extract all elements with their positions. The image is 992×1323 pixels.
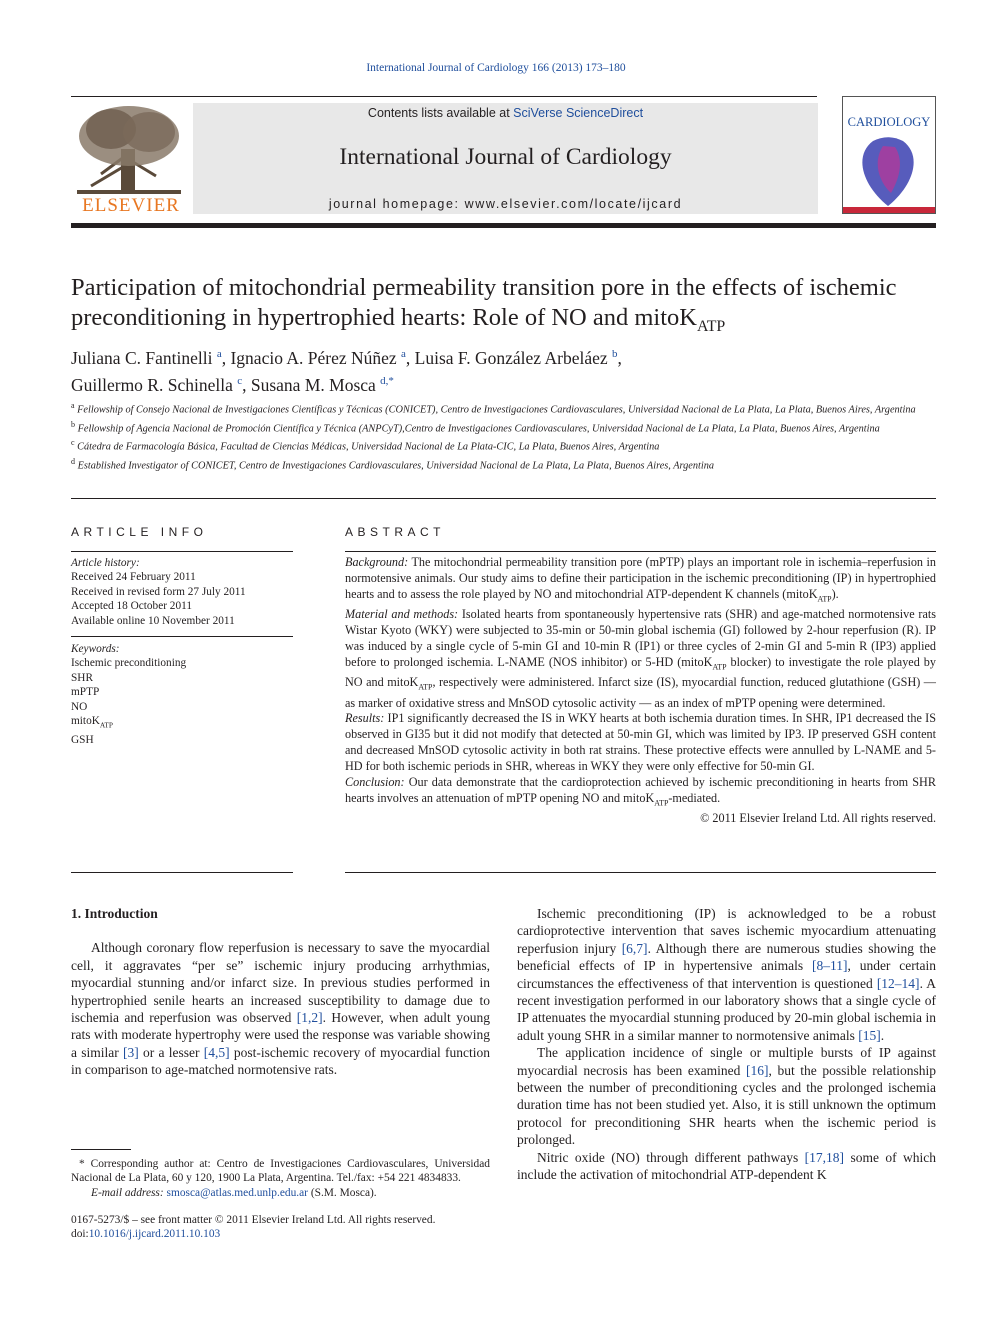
affiliation: $^b$ Fellowship of Agencia Nacional de Promoción Científica y Técnica (ANPCyT),Centro de Investigaciones Cardiovasculares, Universidad Nacional de La Plata, La Plata, Buenos Aires, Argentina [71,419,880,435]
cover-heart-image [843,131,935,213]
header-top-rule [71,96,817,97]
paragraph: The application incidence of single or multiple bursts of IP against myocardial necrosis has been examined [16], but the possible relationship between the number of preconditioning cycles and the prolonged ischemia duration time has not been studied yet. Also, it is still unknown the optimum protocol for preconditioning SHR hearts when the ischemic period is prolonged. [517,1045,937,1148]
reference-link[interactable]: [12–14] [876,975,920,991]
reference-link[interactable]: [8–11] [811,958,848,974]
article-title: Participation of mitochondrial permeability transition pore in the effects of ischemic preconditioning in hypertrophied hearts: Role of NO and mitoK$_{ATP}$ [71,274,897,335]
affiliation: $^d$ Established Investigator of CONICET, Centro de Investigaciones Cardiovasculares, Universidad Nacional de La Plata, La Plata, Buenos Aires, Argentina [71,457,715,472]
reference-link[interactable]: [16] [745,1062,769,1078]
keyword: mPTP [71,686,100,699]
info-rule [71,551,293,552]
keyword: NO [71,700,88,713]
paragraph: Although coronary flow reperfusion is necessary to save the myocardial cell, it aggravates “per se” ischemic injury producing arrhythmias, myocardial stunning and/or infarct size. In previous studies performed in hypertrophied senile hearts an increased susceptibility to damage due to ischemia and reperfusion was observed [1,2]. However, when adult young rats with moderate hypertrophy were used the response was variable showing a similar [3] or a lesser [4,5] post-ischemic recovery of myocardial function in comparison to age-matched normotensive rats. [71,940,490,1078]
keyword: SHR [71,671,93,684]
email-link[interactable]: smosca@atlas.med.unlp.edu.ar [166,1186,308,1199]
footnote-rule [71,1149,131,1150]
header-bottom-rule [71,223,936,228]
affiliation-divider [71,498,936,499]
body-right-column [517,905,936,1184]
keywords: Keywords: Ischemic preconditioning SHR mPTP NO mitoK$_{ATP}$ GSH [71,642,293,747]
corresponding-author-footnote: * Corresponding author at: Centro de Investigaciones Cardiovasculares, Universidad Nacional de La Plata, 60 y 120, 1900 La Plata, Argentina. Tel./fax: +54 221 4834833. E-mail address: smosca@atlas.med.unlp.edu.ar (S.M. Mosca). [71,1158,490,1199]
article-history: Article history: Received 24 February 2011 Received in revised form 27 July 2011 Accepted 18 October 2011 Available online 10 November 2011 [71,557,246,627]
journal-cover-thumbnail [842,96,936,214]
journal-title: International Journal of Cardiology [339,144,672,170]
front-matter-footer: 0167-5273/$ – see front matter © 2011 Elsevier Ireland Ltd. All rights reserved. doi:10.1016/j.ijcard.2011.10.103 [71,1214,436,1241]
reference-link[interactable]: [15] [858,1027,881,1043]
doi-link[interactable]: 10.1016/j.ijcard.2011.10.103 [88,1228,221,1241]
author[interactable]: Juliana C. Fantinelli $^a$ [71,347,222,368]
author[interactable]: Ignacio A. Pérez Núñez $^a$ [230,347,406,368]
body-left-column [71,905,490,1079]
cover-title: CARDIOLOGY [847,115,931,129]
abstract-text: Background: The mitochondrial permeability transition pore (mPTP) plays an important role in ischemia–reperfusion in normotensive animals. Our study aims to define their participation in the ischemic preconditioning (IP) in hypertrophied hearts and to assess the role played by NO and mitochondrial ATP-dependent K channels (mitoK$_{ATP}$). Material and methods: Isolated hearts from spontaneously hypertensive rats (SHR) and age-matched normotensive rats Wistar Kyoto (WKY) were subjected to 35-min or 50-min global ischemia (GI) followed by 2-hour reperfusion (R). IP was induced by a single cycle of 5-min GI and 10-min R (IP1) or three cycles of 2-min GI and 5-min R (IP3) applied before to prolonged ischemia. L-NAME (NOS inhibitor) or 5-HD (mitoK$_{ATP}$ blocker) to investigate the role played by NO and mitoK$_{ATP}$, respectively were administered. Infarct size (IS), myocardial function, reduced glutathione (GSH) — as marker of oxidative stress and MnSOD cytosolic activity — as an index of mPTP opening were determined. Results: IP1 significantly decreased the IS in WKY hearts at both ischemia duration times. In SHR, IP1 decreased the IS observed in GI35 but it did not modify that detected at 50-min GI, which was limited by IP3. IP preserved GSH content and decreased MnSOD cytosolic activity in both rat strains. These protective effects were annulled by L-NAME and 5-HD for both ischemic periods in SHR, whereas in WKY they were only effective for 50-min GI. Conclusion: Our data demonstrate that the cardioprotection achieved by ischemic preconditioning in hearts from SHR hearts involves an attenuation of mPTP opening NO and mitoK$_{ATP}$-mediated. © 2011 Elsevier Ireland Ltd. All rights reserved. [345,555,936,826]
journal-citation-link[interactable]: International Journal of Cardiology 166 (2013) 173–180 [366,62,626,74]
affiliation: $^c$ Cátedra de Farmacología Básica, Facultad de Ciencias Médicas, Universidad Nacional de La Plata-CIC, La Plata, Buenos Aires, Argentina [71,438,660,453]
reference-link[interactable]: [17,18] [804,1149,845,1165]
abstract-rule [345,551,936,552]
copyright: © 2011 Elsevier Ireland Ltd. All rights reserved. [700,811,936,826]
contents-available: Contents lists available at SciVerse ScienceDirect [367,106,644,120]
elsevier-wordmark: ELSEVIER [82,195,180,216]
journal-homepage[interactable]: journal homepage: www.elsevier.com/locate/ijcard [328,197,683,211]
keyword: GSH [71,733,94,746]
author-list: Juliana C. Fantinelli $^a$, Ignacio A. Pérez Núñez $^a$, Luisa F. González Arbeláez $^b$, Guillermo R. Schinella $^c$, Susana M. Mosca $^{d,*}$ [71,347,622,395]
paragraph: Ischemic preconditioning (IP) is acknowledged to be a robust cardioprotective intervention that saves ischemic myocardium attenuating reperfusion injury [6,7]. Although there are numerous studies showing the beneficial effects of IP in hypertensive animals [8–11], under certain circumstances the effectiveness of that intervention is questioned [12–14]. A recent investigation performed in our laboratory shows that a single cycle of IP attenuates the myocardial stunning produced by 20-min global ischemia in adult young SHR in a similar manner to normotensive animals [15]. [517,906,936,1043]
article-info-heading: ARTICLE INFO [71,525,208,539]
keyword: Ischemic preconditioning [71,657,187,670]
info-bottom-rule [71,872,293,873]
elsevier-tree-logo [71,104,187,196]
cover-bottom-bar [843,207,935,213]
reference-link[interactable]: [1,2] [296,1010,323,1026]
reference-link[interactable]: [6,7] [621,940,648,956]
affiliation: $^a$ Fellowship of Consejo Nacional de Investigaciones Científicas y Técnicas (CONICET), Centro de Investigaciones Cardiovasculares, Universidad Nacional de La Plata, La Plata, Buenos Aires, Argentina [71,401,916,416]
section-heading: 1. Introduction [71,906,158,921]
paragraph: Nitric oxide (NO) through different pathways [17,18] some of which include the activation of mitochondrial ATP-dependent K [517,1149,936,1183]
abstract-bottom-rule [345,872,936,873]
sciencedirect-link[interactable]: SciVerse ScienceDirect [513,106,644,120]
info-rule [71,636,293,637]
reference-link[interactable]: [4,5] [203,1044,230,1060]
author[interactable]: Guillermo R. Schinella $^c$ [71,374,243,395]
author[interactable]: Susana M. Mosca $^{d,*}$ [250,374,394,395]
affiliations [71,399,936,474]
keyword: mitoK$_{ATP}$ [71,715,113,730]
reference-link[interactable]: [3] [122,1044,139,1060]
author[interactable]: Luisa F. González Arbeláez $^b$ [414,347,618,368]
abstract-heading: ABSTRACT [345,525,446,539]
